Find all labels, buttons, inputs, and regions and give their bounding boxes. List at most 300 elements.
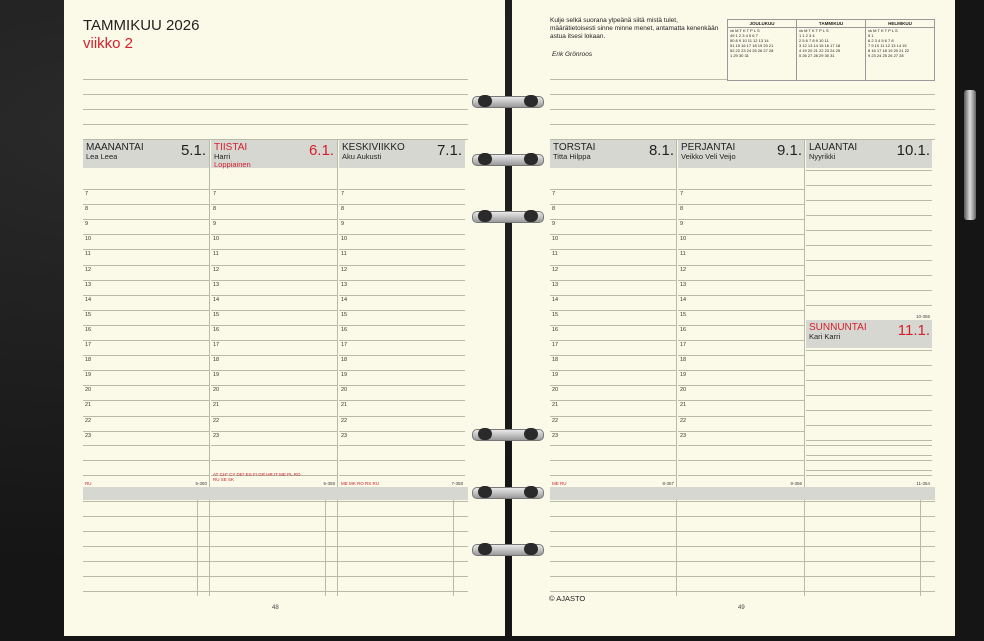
hour-line (678, 219, 804, 220)
note-line (806, 380, 932, 381)
binder-ring (472, 207, 544, 225)
note-line (550, 94, 935, 95)
hour-label: 19 (341, 372, 348, 379)
hour-line (83, 460, 209, 461)
hour-line (83, 325, 209, 326)
hour-label: 8 (213, 206, 217, 213)
hour-line (339, 234, 465, 235)
hour-line (339, 445, 465, 446)
hour-line (678, 310, 804, 311)
hour-line (339, 416, 465, 417)
hour-label: 10 (213, 236, 220, 243)
column-divider (453, 500, 454, 596)
hour-line (550, 189, 676, 190)
ring-hole (478, 153, 492, 165)
hour-line (678, 355, 804, 356)
hour-line (83, 475, 209, 476)
hour-label: 23 (552, 432, 559, 439)
hour-label: 22 (213, 417, 220, 424)
hour-line (211, 460, 337, 461)
hour-line (678, 340, 804, 341)
hour-line (83, 234, 209, 235)
hour-line (806, 475, 932, 476)
note-line (806, 305, 932, 306)
column-divider (676, 500, 677, 596)
hour-line (83, 310, 209, 311)
hour-line (211, 234, 337, 235)
mini-calendar-header: vk M T K T P L S (730, 28, 760, 33)
hour-line (211, 295, 337, 296)
hour-line (550, 445, 676, 446)
day-counter: 11-354 (916, 481, 930, 486)
hour-label: 18 (213, 357, 220, 364)
hour-line (550, 265, 676, 266)
hour-line (550, 400, 676, 401)
mini-calendar-row: 51 15 16 17 18 19 20 21 (730, 43, 774, 48)
notes-band (550, 487, 935, 500)
notes-band (83, 487, 468, 500)
hour-line (339, 295, 465, 296)
hour-label: 12 (85, 266, 92, 273)
hour-label: 18 (552, 357, 559, 364)
note-line (806, 260, 932, 261)
page-number: 49 (738, 605, 745, 611)
hour-line (550, 204, 676, 205)
right-page (512, 0, 955, 636)
note-line (806, 395, 932, 396)
ring-hole (478, 210, 492, 222)
hour-line (678, 460, 804, 461)
hour-label: 9 (213, 221, 217, 228)
hour-label: 20 (213, 387, 220, 394)
hour-line (678, 400, 804, 401)
name-day: Lea Leea (86, 152, 118, 161)
note-line (806, 425, 932, 426)
mini-calendar-title: TAMMIKUU (797, 20, 865, 28)
hour-label: 19 (85, 372, 92, 379)
hour-label: 11 (213, 251, 219, 258)
hour-line (339, 310, 465, 311)
mini-calendar (865, 19, 935, 81)
hour-line (211, 310, 337, 311)
column-divider (209, 140, 210, 596)
hour-line (550, 431, 676, 432)
quote-author: Erik Grönroos (552, 51, 593, 58)
hour-label: 21 (680, 402, 687, 409)
note-line (806, 200, 932, 201)
hour-label: 17 (552, 342, 559, 348)
hour-label: 12 (341, 266, 348, 273)
hour-label: 13 (85, 281, 92, 288)
name-day: Aku Aukusti (342, 152, 382, 161)
note-line (806, 245, 932, 246)
hour-line (678, 280, 804, 281)
hour-line (550, 475, 676, 476)
hour-line (550, 249, 676, 250)
hour-line (339, 370, 465, 371)
hour-label: 23 (213, 432, 220, 439)
hour-label: 13 (552, 281, 559, 288)
hour-label: 15 (85, 311, 92, 318)
hour-line (678, 234, 804, 235)
hour-label: 11 (680, 251, 686, 258)
day-name: TIISTAI (214, 142, 248, 153)
page-number: 48 (272, 605, 279, 611)
hour-line (678, 416, 804, 417)
hour-label: 23 (85, 432, 92, 439)
hour-label: 10 (680, 236, 687, 243)
hour-label: 11 (552, 251, 558, 258)
hour-line (83, 249, 209, 250)
hour-label: 16 (213, 326, 220, 333)
hour-line (678, 385, 804, 386)
note-line (806, 185, 932, 186)
country-holidays: RU (85, 481, 92, 486)
ring-hole (524, 543, 538, 555)
mini-calendar-row: 52 22 23 24 25 26 27 28 (730, 48, 774, 53)
hour-label: 17 (85, 342, 92, 348)
mini-calendar-row: 1 1 2 3 4 (799, 33, 815, 38)
hour-label: 18 (680, 357, 687, 364)
hour-line (339, 385, 465, 386)
hour-line (678, 265, 804, 266)
hour-label: 14 (552, 296, 559, 303)
hour-line (550, 370, 676, 371)
day-date: 9.1. (776, 142, 802, 159)
note-line (83, 501, 468, 502)
hour-line (339, 475, 465, 476)
hour-line (550, 385, 676, 386)
column-divider (197, 500, 198, 596)
hour-line (211, 445, 337, 446)
hour-label: 16 (85, 326, 92, 333)
hour-line (211, 204, 337, 205)
day-counter: 7-358 (451, 481, 463, 486)
hour-label: 9 (552, 221, 556, 228)
note-line (550, 501, 935, 502)
quote-text: Kulje selkä suorana ylpeänä siitä mistä tulet, määrätietoisesti sinne minne menet, antamatta kenenkään astua itsesi lokaan. (550, 17, 719, 40)
hour-label: 16 (552, 326, 559, 333)
day-counter: 9-356 (790, 481, 802, 486)
hour-label: 20 (341, 387, 348, 394)
mini-calendar-title: JOULUKUU (728, 20, 796, 28)
hour-line (339, 280, 465, 281)
day-counter: 6-359 (323, 481, 335, 486)
hour-label: 16 (680, 326, 687, 333)
hour-line (339, 400, 465, 401)
hour-label: 17 (213, 342, 220, 348)
hour-line (550, 295, 676, 296)
hour-line (678, 204, 804, 205)
hour-line (83, 204, 209, 205)
hour-line (339, 204, 465, 205)
hour-line (678, 370, 804, 371)
hour-line (211, 340, 337, 341)
hour-label: 12 (213, 266, 220, 273)
hour-label: 19 (213, 372, 220, 379)
hour-line (83, 219, 209, 220)
binder-ring (472, 425, 544, 443)
note-line (806, 365, 932, 366)
hour-label: 16 (341, 326, 348, 333)
name-day: Harri (214, 152, 231, 161)
ring-hole (478, 543, 492, 555)
hour-label: 7 (85, 191, 89, 197)
hour-label: 21 (341, 402, 348, 409)
hour-label: 20 (85, 387, 92, 394)
hour-label: 8 (341, 206, 345, 213)
hour-line (211, 280, 337, 281)
day-name: TORSTAI (553, 142, 596, 153)
hour-label: 20 (552, 387, 559, 394)
hour-line (211, 219, 337, 220)
hour-label: 15 (680, 311, 687, 318)
hour-label: 11 (341, 251, 347, 258)
hour-label: 18 (341, 357, 348, 364)
hour-label: 15 (213, 311, 220, 318)
holiday-label: Loppiainen (214, 160, 251, 169)
note-line (83, 591, 468, 592)
hour-line (550, 325, 676, 326)
hour-line (550, 234, 676, 235)
ring-hole (524, 486, 538, 498)
hour-line (83, 265, 209, 266)
hour-line (211, 189, 337, 190)
day-date: 10.1. (896, 142, 930, 159)
hour-label: 11 (85, 251, 91, 258)
hour-line (339, 355, 465, 356)
note-line (83, 546, 468, 547)
note-line (806, 275, 932, 276)
note-line (550, 516, 935, 517)
day-name: MAANANTAI (86, 142, 144, 153)
hour-label: 23 (680, 432, 687, 439)
mini-calendar (727, 19, 797, 81)
ring-hole (524, 153, 538, 165)
note-line (806, 170, 932, 171)
day-counter: 10-355 (915, 314, 930, 319)
note-line (550, 109, 935, 110)
hour-line (806, 460, 932, 461)
hour-label: 8 (85, 206, 89, 213)
mini-calendar-row: 6 2 3 4 5 6 7 8 (868, 38, 894, 43)
hour-line (83, 189, 209, 190)
binder-ring (472, 483, 544, 501)
hour-label: 22 (552, 417, 559, 424)
hour-line (678, 295, 804, 296)
hour-label: 7 (213, 191, 217, 197)
hour-line (83, 385, 209, 386)
mini-calendar-row: 4 19 20 21 22 23 24 25 (799, 48, 841, 53)
mini-calendar-row: 1 29 30 31 (730, 53, 749, 58)
hour-line (83, 431, 209, 432)
hour-label: 8 (680, 206, 684, 213)
hour-label: 9 (680, 221, 684, 228)
hour-label: 19 (680, 372, 687, 379)
note-line (83, 561, 468, 562)
hour-label: 14 (680, 296, 687, 303)
hour-line (806, 445, 932, 446)
mini-calendar-header: vk M T K T P L S (868, 28, 898, 33)
note-line (550, 546, 935, 547)
hour-line (550, 340, 676, 341)
mini-calendar-row: 8 16 17 18 19 20 21 22 (868, 48, 910, 53)
note-line (550, 591, 935, 592)
note-line (83, 531, 468, 532)
month-title: TAMMIKUU 2026 (83, 17, 200, 34)
note-line (806, 410, 932, 411)
column-divider (337, 140, 338, 596)
hour-label: 17 (341, 342, 348, 348)
hour-label: 21 (552, 402, 559, 409)
hour-line (83, 355, 209, 356)
hour-line (678, 189, 804, 190)
left-page (64, 0, 505, 636)
hour-line (211, 325, 337, 326)
hour-label: 21 (213, 402, 220, 409)
note-line (806, 290, 932, 291)
hour-label: 7 (341, 191, 345, 197)
day-name: PERJANTAI (681, 142, 736, 153)
hour-line (550, 416, 676, 417)
name-day: Nyyrikki (809, 152, 836, 161)
hour-label: 14 (341, 296, 348, 303)
note-line (83, 94, 468, 95)
hour-line (211, 355, 337, 356)
hour-label: 15 (341, 311, 348, 318)
hour-line (211, 416, 337, 417)
hour-line (211, 431, 337, 432)
hour-label: 12 (552, 266, 559, 273)
note-line (806, 455, 932, 456)
hour-label: 7 (680, 191, 684, 197)
mini-calendar-row: 9 23 24 25 26 27 28 (868, 53, 904, 58)
hour-line (211, 265, 337, 266)
brand-logo: © AJASTO (549, 594, 586, 603)
hour-line (678, 325, 804, 326)
mini-calendar-row: 50 8 9 10 11 12 13 14 (730, 38, 769, 43)
day-counter: 8-357 (662, 481, 674, 486)
hour-line (339, 340, 465, 341)
hour-label: 13 (680, 281, 687, 288)
hour-line (83, 280, 209, 281)
hour-line (339, 249, 465, 250)
hour-line (339, 265, 465, 266)
mini-calendar-title: HELMIKUU (866, 20, 934, 28)
ring-hole (478, 486, 492, 498)
hour-line (550, 355, 676, 356)
note-line (83, 576, 468, 577)
note-line (806, 350, 932, 351)
name-day: Veikko Veli Veijo (681, 152, 736, 161)
hour-label: 13 (341, 281, 348, 288)
mini-calendar-header: vk M T K T P L S (799, 28, 829, 33)
country-holidays: AT CH* CY DE* ES FI GR HR IT ME PL RO RU SE SK (213, 472, 301, 482)
week-label: viikko 2 (83, 35, 134, 52)
hour-line (339, 219, 465, 220)
hour-label: 22 (85, 417, 92, 424)
note-line (550, 576, 935, 577)
note-line (550, 531, 935, 532)
column-divider (804, 500, 805, 596)
country-holidays: ME MK RO RS RU (341, 481, 380, 486)
hour-label: 15 (552, 311, 559, 318)
mini-calendar-row: 49 1 2 3 4 5 6 7 (730, 33, 758, 38)
day-name: SUNNUNTAI (809, 322, 867, 333)
hour-label: 10 (552, 236, 559, 243)
hour-label: 9 (85, 221, 89, 228)
hour-line (339, 431, 465, 432)
hour-label: 8 (552, 206, 556, 213)
hour-line (678, 249, 804, 250)
hour-label: 12 (680, 266, 687, 273)
hour-label: 22 (680, 417, 687, 424)
binder-ring (472, 92, 544, 110)
pen (964, 90, 976, 220)
hour-line (83, 416, 209, 417)
name-day: Titta Hilppa (553, 152, 591, 161)
note-line (83, 124, 468, 125)
mini-calendar-row: 5 1 (868, 33, 874, 38)
binder-ring (472, 540, 544, 558)
hour-label: 20 (680, 387, 687, 394)
hour-label: 10 (85, 236, 92, 243)
hour-line (339, 189, 465, 190)
hour-line (83, 400, 209, 401)
note-line (550, 561, 935, 562)
ring-hole (524, 210, 538, 222)
hour-label: 9 (341, 221, 345, 228)
hour-line (211, 385, 337, 386)
mini-calendar (796, 19, 866, 81)
name-day: Kari Karri (809, 332, 841, 341)
note-line (806, 215, 932, 216)
ring-hole (524, 95, 538, 107)
hour-line (550, 219, 676, 220)
hour-line (339, 325, 465, 326)
hour-label: 7 (552, 191, 556, 197)
column-divider (920, 500, 921, 596)
ring-hole (524, 428, 538, 440)
note-line (806, 470, 932, 471)
day-date: 5.1. (180, 142, 206, 159)
ring-hole (478, 428, 492, 440)
day-date: 7.1. (436, 142, 462, 159)
country-holidays: ME RU (552, 481, 567, 486)
hour-line (550, 280, 676, 281)
mini-calendar-row: 2 5 6 7 8 9 10 11 (799, 38, 829, 43)
hour-line (211, 249, 337, 250)
hour-label: 14 (213, 296, 220, 303)
hour-line (211, 370, 337, 371)
hour-line (339, 460, 465, 461)
day-name: KESKIVIIKKO (342, 142, 405, 153)
hour-label: 17 (680, 342, 687, 348)
hour-label: 23 (341, 432, 348, 439)
hour-label: 22 (341, 417, 348, 424)
note-line (83, 516, 468, 517)
note-line (806, 230, 932, 231)
column-divider (325, 500, 326, 596)
hour-label: 19 (552, 372, 559, 379)
hour-label: 18 (85, 357, 92, 364)
hour-label: 14 (85, 296, 92, 303)
note-line (806, 440, 932, 441)
hour-line (678, 431, 804, 432)
binder-ring (472, 150, 544, 168)
hour-line (550, 310, 676, 311)
hour-line (211, 400, 337, 401)
